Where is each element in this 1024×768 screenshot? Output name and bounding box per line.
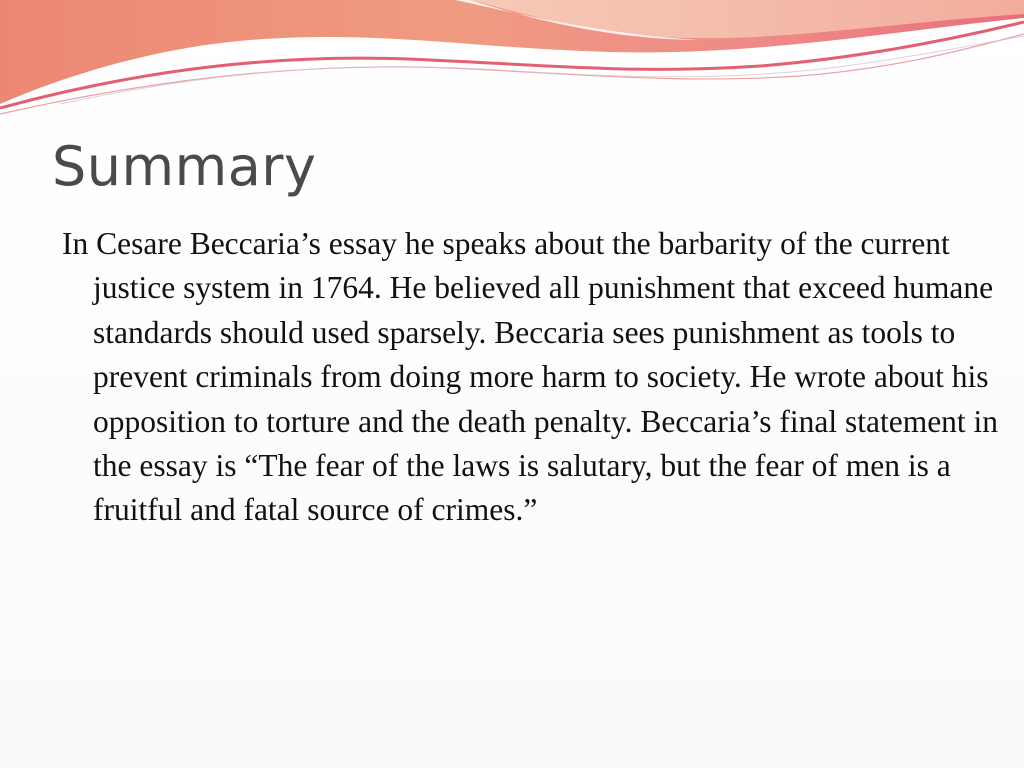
wave-header-decoration [0,0,1024,130]
summary-paragraph: In Cesare Beccaria’s essay he speaks about the barbarity of the current justice system in 1764. He believed all punishment that exceed humane standards should used sparsely. Beccaria sees punishment as tools to prevent criminals from doing more harm to society. He wrote about his opposition to torture and the death penalty. Beccaria’s final statement in the essay is “The fear of the laws is salutary, but the fear of men is a fruitful and fatal source of crimes.” [62,226,999,528]
slide-title: Summary [52,135,317,198]
